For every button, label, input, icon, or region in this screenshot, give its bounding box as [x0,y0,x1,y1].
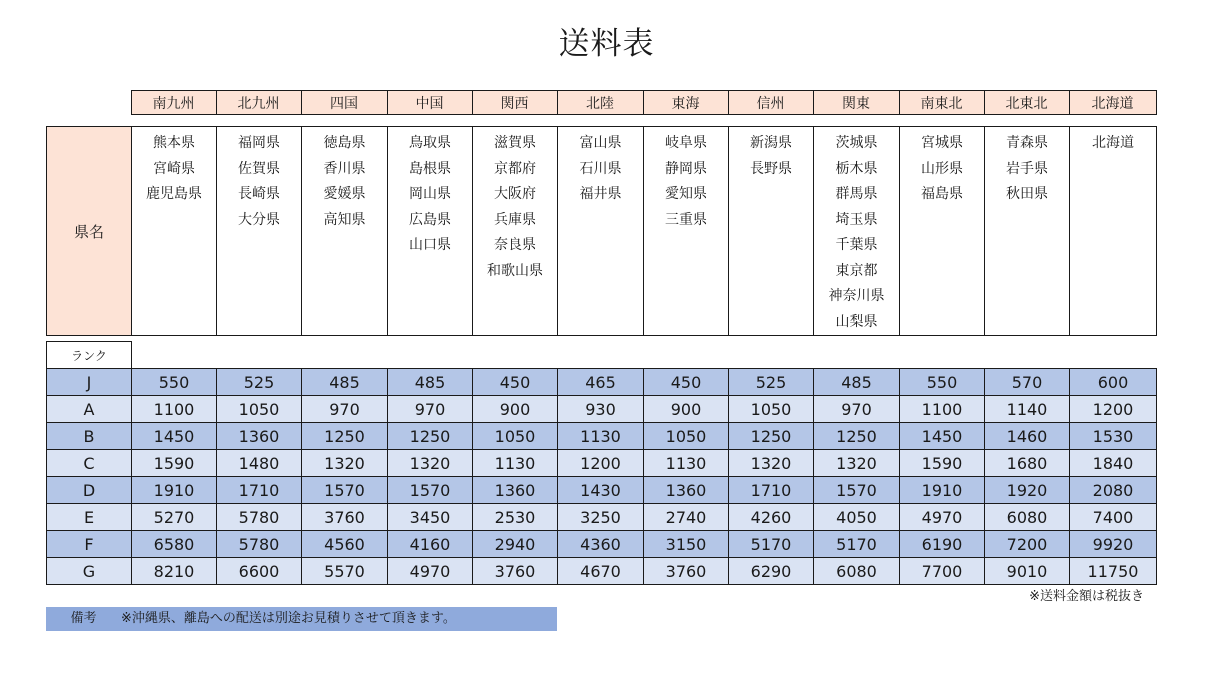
rank-cell: F [47,531,132,558]
price-cell: 1250 [729,423,814,450]
rank-header-blank [558,342,644,369]
price-cell: 3450 [388,504,473,531]
page-title: 送料表 [558,26,655,62]
price-cell: 1100 [132,396,217,423]
price-cell: 1130 [644,450,729,477]
prefecture-name: 埼玉県 [835,211,878,228]
price-cell: 1590 [132,450,217,477]
rank-row [47,558,1157,585]
prefecture-name: 山形県 [921,160,963,177]
prefecture-name: 宮崎県 [153,160,195,177]
price-cell: 2530 [473,504,558,531]
price-cell: 7200 [985,531,1070,558]
prefecture-table [46,126,1157,336]
rank-row [47,504,1157,531]
price-cell: 7400 [1070,504,1157,531]
price-cell: 1140 [985,396,1070,423]
remarks-text: ※沖縄県、離島への配送は別途お見積りさせて頂きます。 [121,611,456,626]
prefecture-name: 長崎県 [238,186,280,202]
price-cell: 1250 [814,423,900,450]
price-cell: 1050 [729,396,814,423]
price-cell: 6580 [132,531,217,558]
prefecture-name: 山梨県 [835,313,878,330]
price-cell: 2940 [473,531,558,558]
price-cell: 1460 [985,423,1070,450]
prefecture-name: 北海道 [1092,135,1134,151]
prefecture-cell [814,127,900,336]
rank-header-blank [644,342,729,369]
price-cell: 970 [814,396,900,423]
rank-cell: J [47,369,132,396]
price-cell: 1130 [473,450,558,477]
rank-header-blank [217,342,302,369]
rank-header-blank [388,342,473,369]
price-cell: 1450 [132,423,217,450]
prefecture-name: 鹿児島県 [146,186,202,202]
prefecture-name: 岡山県 [409,186,451,202]
price-cell: 3760 [302,504,388,531]
rank-label: ランク [47,342,132,369]
price-cell: 485 [814,369,900,396]
remarks-label: 備考 [70,611,97,626]
tax-note: ※送料金額は税抜き [1029,589,1144,604]
price-cell: 9920 [1070,531,1157,558]
price-cell: 5170 [814,531,900,558]
prefecture-name: 兵庫県 [494,211,536,228]
price-cell: 4560 [302,531,388,558]
prefecture-name: 茨城県 [835,135,878,151]
price-cell: 5780 [217,504,302,531]
price-cell: 1480 [217,450,302,477]
price-cell: 1050 [217,396,302,423]
region-header-cell: 南九州 [131,91,216,115]
price-cell: 6080 [814,558,900,585]
price-cell: 3150 [644,531,729,558]
price-cell: 1320 [388,450,473,477]
prefecture-cell [217,127,302,336]
prefecture-label: 県名 [47,127,132,336]
price-cell: 3250 [558,504,644,531]
prefecture-name: 三重県 [665,211,707,228]
price-cell: 1320 [302,450,388,477]
price-cell: 450 [473,369,558,396]
price-cell: 450 [644,369,729,396]
prefecture-name: 栃木県 [835,160,878,177]
prefecture-name: 青森県 [1006,135,1048,151]
price-cell: 6080 [985,504,1070,531]
price-cell: 4050 [814,504,900,531]
price-cell: 1910 [132,477,217,504]
region-header-cell: 北東北 [984,91,1069,115]
prefecture-name: 大分県 [238,211,280,228]
prefecture-name: 和歌山県 [487,262,543,279]
price-cell: 1360 [473,477,558,504]
prefecture-name: 福岡県 [238,135,280,151]
price-cell: 570 [985,369,1070,396]
rank-cell: A [47,396,132,423]
rank-header-blank [1070,342,1157,369]
rank-row [47,477,1157,504]
rank-header-blank [814,342,900,369]
rate-table [46,341,1157,585]
prefecture-cell [473,127,558,336]
price-cell: 1250 [388,423,473,450]
prefecture-cell [900,127,985,336]
region-header-cell: 中国 [387,91,472,115]
region-header-table [46,90,1157,115]
price-cell: 9010 [985,558,1070,585]
rank-row [47,450,1157,477]
rank-cell: G [47,558,132,585]
prefecture-name: 福井県 [579,186,622,202]
price-cell: 11750 [1070,558,1157,585]
rank-cell: E [47,504,132,531]
region-header-cell: 南東北 [899,91,984,115]
price-cell: 1570 [388,477,473,504]
prefecture-name: 岐阜県 [665,135,707,151]
price-cell: 485 [388,369,473,396]
prefecture-name: 岩手県 [1006,160,1048,177]
price-cell: 1320 [729,450,814,477]
price-cell: 4360 [558,531,644,558]
price-cell: 1910 [900,477,985,504]
prefecture-name: 鳥取県 [409,135,451,151]
prefecture-cell [729,127,814,336]
rank-header-blank [132,342,217,369]
prefecture-name: 東京都 [835,262,878,279]
price-cell: 5270 [132,504,217,531]
region-header-cell: 信州 [728,91,813,115]
price-cell: 600 [1070,369,1157,396]
prefecture-cell [388,127,473,336]
prefecture-name: 宮城県 [921,135,963,151]
region-header-cell: 北海道 [1069,91,1156,115]
rank-header-blank [900,342,985,369]
prefecture-name: 山口県 [409,237,451,253]
price-cell: 4670 [558,558,644,585]
price-cell: 7700 [900,558,985,585]
price-cell: 1320 [814,450,900,477]
price-cell: 2740 [644,504,729,531]
rank-row [47,369,1157,396]
prefecture-name: 滋賀県 [494,135,536,151]
price-cell: 525 [217,369,302,396]
rank-header-blank [729,342,814,369]
prefecture-name: 大阪府 [494,186,536,202]
rank-header-blank [302,342,388,369]
rank-cell: B [47,423,132,450]
rank-cell: C [47,450,132,477]
prefecture-name: 新潟県 [750,135,792,151]
price-cell: 1250 [302,423,388,450]
price-cell: 1200 [1070,396,1157,423]
price-cell: 4970 [900,504,985,531]
price-cell: 1130 [558,423,644,450]
rank-row [47,423,1157,450]
prefecture-name: 高知県 [323,211,366,228]
price-cell: 5170 [729,531,814,558]
price-cell: 1680 [985,450,1070,477]
price-cell: 1050 [644,423,729,450]
region-header-cell: 北九州 [216,91,301,115]
region-header-cell: 関東 [813,91,899,115]
prefecture-name: 福島県 [921,186,963,202]
prefecture-name: 愛知県 [665,186,707,202]
region-header-row [46,91,1156,115]
price-cell: 900 [644,396,729,423]
price-cell: 1590 [900,450,985,477]
price-cell: 465 [558,369,644,396]
price-cell: 1570 [302,477,388,504]
price-cell: 6600 [217,558,302,585]
prefecture-cell [644,127,729,336]
price-cell: 1840 [1070,450,1157,477]
prefecture-row [47,127,1157,336]
price-cell: 550 [900,369,985,396]
price-cell: 4970 [388,558,473,585]
price-cell: 1710 [729,477,814,504]
price-cell: 1450 [900,423,985,450]
region-header-cell: 北陸 [557,91,643,115]
price-cell: 3760 [644,558,729,585]
price-cell: 1530 [1070,423,1157,450]
price-cell: 900 [473,396,558,423]
prefecture-name: 静岡県 [665,160,707,177]
price-cell: 4260 [729,504,814,531]
price-cell: 1360 [644,477,729,504]
rank-header-row [47,342,1157,369]
price-cell: 3760 [473,558,558,585]
price-cell: 1050 [473,423,558,450]
price-cell: 5780 [217,531,302,558]
region-header-spacer [46,91,131,115]
prefecture-cell [132,127,217,336]
rank-header-blank [985,342,1070,369]
price-cell: 1100 [900,396,985,423]
price-cell: 485 [302,369,388,396]
prefecture-name: 長野県 [750,160,792,177]
prefecture-name: 千葉県 [835,237,878,253]
prefecture-name: 愛媛県 [323,186,366,202]
price-cell: 6290 [729,558,814,585]
rank-header-blank [473,342,558,369]
prefecture-name: 奈良県 [494,237,536,253]
price-cell: 970 [388,396,473,423]
prefecture-cell [985,127,1070,336]
prefecture-cell [1070,127,1157,336]
prefecture-name: 秋田県 [1006,186,1048,202]
price-cell: 1430 [558,477,644,504]
price-cell: 1570 [814,477,900,504]
prefecture-name: 富山県 [579,135,622,151]
rank-row [47,531,1157,558]
prefecture-cell [302,127,388,336]
price-cell: 1360 [217,423,302,450]
price-cell: 1920 [985,477,1070,504]
remarks-bar [46,607,557,631]
prefecture-name: 佐賀県 [238,160,280,177]
region-header-cell: 関西 [472,91,557,115]
prefecture-cell [558,127,644,336]
prefecture-name: 香川県 [323,160,366,177]
prefecture-name: 京都府 [494,160,536,177]
rank-cell: D [47,477,132,504]
price-cell: 970 [302,396,388,423]
price-cell: 1200 [558,450,644,477]
prefecture-name: 島根県 [409,160,451,177]
price-cell: 5570 [302,558,388,585]
price-cell: 525 [729,369,814,396]
price-cell: 1710 [217,477,302,504]
price-cell: 550 [132,369,217,396]
price-cell: 8210 [132,558,217,585]
prefecture-name: 広島県 [409,211,451,228]
price-cell: 2080 [1070,477,1157,504]
price-cell: 6190 [900,531,985,558]
prefecture-name: 熊本県 [153,135,195,151]
prefecture-name: 徳島県 [323,135,366,151]
region-header-cell: 東海 [643,91,728,115]
prefecture-name: 神奈川県 [828,288,885,304]
region-header-cell: 四国 [301,91,387,115]
prefecture-name: 石川県 [579,160,622,177]
price-cell: 930 [558,396,644,423]
price-cell: 4160 [388,531,473,558]
prefecture-name: 群馬県 [835,186,878,202]
rank-row [47,396,1157,423]
